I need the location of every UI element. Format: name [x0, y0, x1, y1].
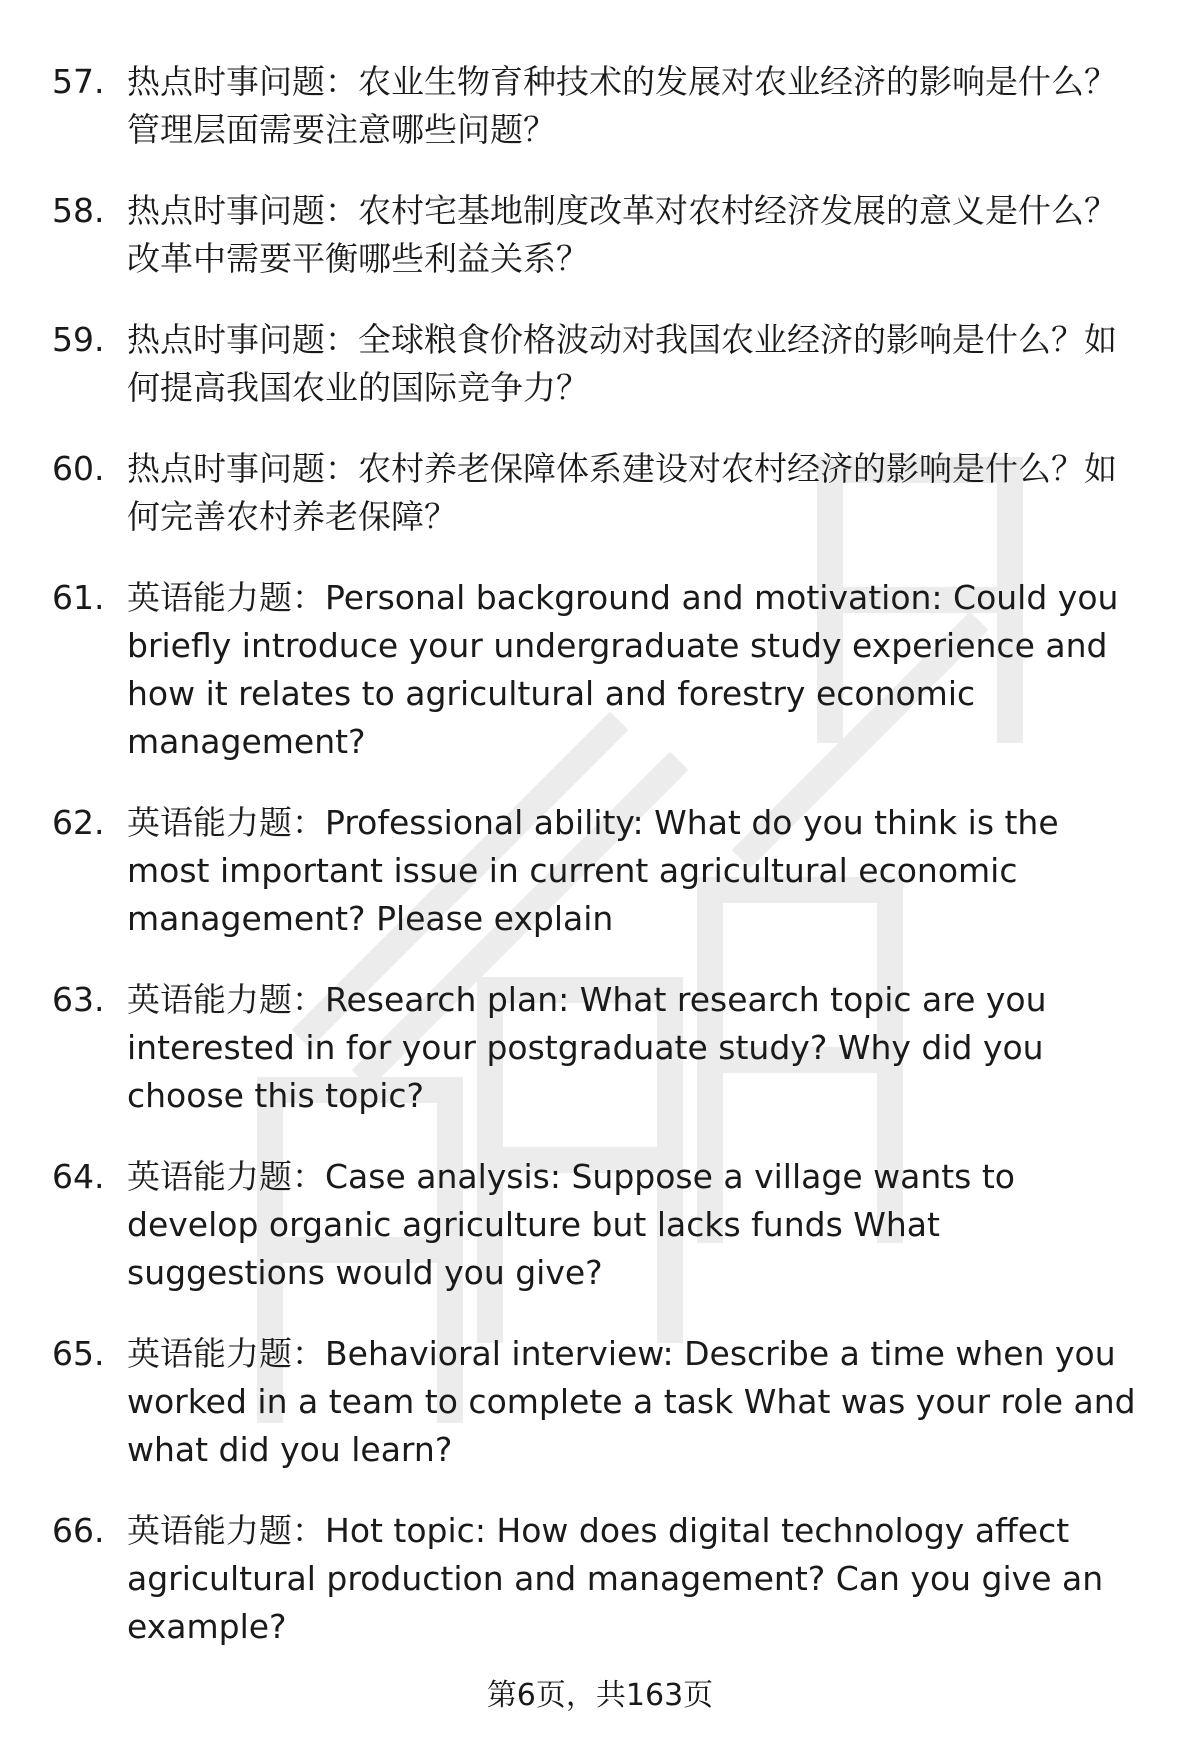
question-category: 热点时事问题：	[127, 449, 358, 488]
question-category: 英语能力题：	[127, 803, 325, 842]
question-item	[52, 187, 1152, 283]
question-text: Hot topic: How does digital technology affect agricultural production and management? Can you give an example?	[127, 1511, 1104, 1646]
question-number: 65.	[52, 1334, 105, 1373]
question-item	[52, 799, 1152, 943]
question-content	[127, 574, 1152, 766]
question-number: 57.	[52, 62, 105, 101]
question-item	[52, 976, 1152, 1120]
question-text: Professional ability: What do you think is the most important issue in current agricultural economic management? Please explain	[127, 803, 1059, 938]
question-content	[127, 445, 1152, 541]
question-item	[52, 1330, 1152, 1474]
question-number: 64.	[52, 1157, 105, 1196]
question-category: 热点时事问题：	[127, 320, 358, 359]
question-category: 英语能力题：	[127, 1511, 325, 1550]
question-number: 61.	[52, 578, 105, 617]
question-item	[52, 58, 1152, 154]
question-number: 58.	[52, 191, 105, 230]
question-text: 农村宅基地制度改革对农村经济发展的意义是什么？改革中需要平衡哪些利益关系？	[127, 191, 1117, 278]
question-text: 农村养老保障体系建设对农村经济的影响是什么？如何完善农村养老保障？	[127, 449, 1117, 536]
question-content	[127, 1153, 1152, 1297]
question-category: 英语能力题：	[127, 980, 325, 1019]
question-text: Personal background and motivation: Could you briefly introduce your undergraduate study experience and how it relates to agricultural and forestry economic management?	[127, 578, 1119, 761]
question-content	[127, 976, 1152, 1120]
question-number: 60.	[52, 449, 105, 488]
question-number: 66.	[52, 1511, 105, 1550]
question-number: 59.	[52, 320, 105, 359]
question-number: 62.	[52, 803, 105, 842]
question-category: 英语能力题：	[127, 578, 325, 617]
question-text: 农业生物育种技术的发展对农业经济的影响是什么？管理层面需要注意哪些问题？	[127, 62, 1117, 149]
question-text: Case analysis: Suppose a village wants to develop organic agriculture but lacks funds What suggestions would you give?	[127, 1157, 1015, 1292]
question-text: 全球粮食价格波动对我国农业经济的影响是什么？如何提高我国农业的国际竞争力？	[127, 320, 1117, 407]
question-item	[52, 1507, 1152, 1651]
question-item	[52, 1153, 1152, 1297]
question-text: Behavioral interview: Describe a time when you worked in a team to complete a task What was your role and what did you learn?	[127, 1334, 1136, 1469]
question-text: Research plan: What research topic are you interested in for your postgraduate study? Why did you choose this topic?	[127, 980, 1047, 1115]
question-content	[127, 316, 1152, 412]
question-content	[127, 1330, 1152, 1474]
question-category: 热点时事问题：	[127, 62, 358, 101]
question-item	[52, 445, 1152, 541]
question-category: 英语能力题：	[127, 1334, 325, 1373]
question-list	[52, 58, 1152, 1684]
question-category: 英语能力题：	[127, 1157, 325, 1196]
question-item	[52, 574, 1152, 766]
question-content	[127, 58, 1152, 154]
page-number-footer: 第6页，共163页	[486, 1678, 714, 1713]
question-content	[127, 187, 1152, 283]
question-content	[127, 1507, 1152, 1651]
question-number: 63.	[52, 980, 105, 1019]
question-item	[52, 316, 1152, 412]
question-content	[127, 799, 1152, 943]
question-category: 热点时事问题：	[127, 191, 358, 230]
